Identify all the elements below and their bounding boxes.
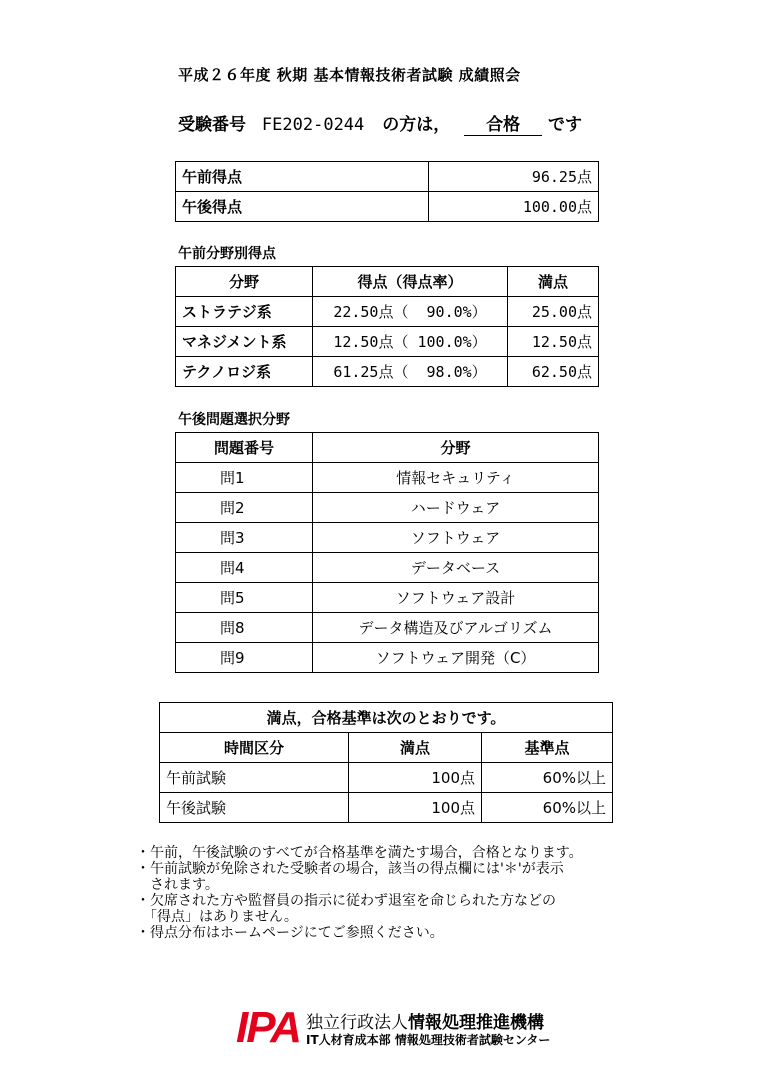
question-number: 問5 xyxy=(176,583,313,613)
question-number: 問3 xyxy=(176,523,313,553)
column-header: 時間区分 xyxy=(160,733,349,763)
org-name xyxy=(306,1008,544,1033)
question-field: ソフトウェア開発（C） xyxy=(313,643,599,673)
note-line: 「得点」はありません。 xyxy=(136,909,298,925)
section-heading: 午後問題選択分野 xyxy=(178,412,290,428)
criteria-table xyxy=(159,702,613,823)
question-number: 問4 xyxy=(176,553,313,583)
table-caption-row xyxy=(160,703,613,733)
exam-suffix: です xyxy=(548,115,583,135)
field-name: テクノロジ系 xyxy=(176,357,313,387)
criteria-full: 100点 xyxy=(349,793,482,823)
field-full: 62.50点 xyxy=(508,357,599,387)
page-title: 平成２６年度 秋期 基本情報技術者試験 成績照会 xyxy=(178,66,521,84)
ipa-logo: IPA xyxy=(236,1003,301,1052)
criteria-caption: 満点，合格基準は次のとおりです。 xyxy=(160,703,613,733)
table-row xyxy=(176,493,599,523)
criteria-period: 午後試験 xyxy=(160,793,349,823)
note-line: ・午前試験が免除された受験者の場合，該当の得点欄には'＊'が表示 xyxy=(136,861,564,877)
field-name: マネジメント系 xyxy=(176,327,313,357)
score-label: 午後得点 xyxy=(176,192,429,222)
note-line: ・欠席された方や監督員の指示に従わず退室を命じられた方などの xyxy=(136,893,556,909)
table-row xyxy=(176,357,599,387)
org-name-prefix: 独立行政法人 xyxy=(306,1013,408,1033)
table-row xyxy=(160,793,613,823)
notes xyxy=(136,845,583,941)
column-header: 分野 xyxy=(313,433,599,463)
exam-number-label: 受験番号 xyxy=(178,115,246,135)
exam-result: 合格 xyxy=(464,115,542,136)
question-field: ソフトウェア xyxy=(313,523,599,553)
table-row xyxy=(176,613,599,643)
table-header-row xyxy=(176,433,599,463)
note-line: ・得点分布はホームページにてご参照ください。 xyxy=(136,925,444,941)
morning-fields-table xyxy=(175,266,599,387)
column-header: 満点 xyxy=(349,733,482,763)
question-number: 問8 xyxy=(176,613,313,643)
criteria-pass: 60%以上 xyxy=(482,793,613,823)
table-row xyxy=(176,327,599,357)
score-label: 午前得点 xyxy=(176,162,429,192)
score-value: 100.00点 xyxy=(429,192,599,222)
exam-number: FE202-0244 xyxy=(261,115,365,135)
criteria-pass: 60%以上 xyxy=(482,763,613,793)
field-full: 12.50点 xyxy=(508,327,599,357)
table-row xyxy=(176,297,599,327)
note-line: ・午前，午後試験のすべてが合格基準を満たす場合，合格となります。 xyxy=(136,845,583,861)
org-dept: IT人材育成本部 情報処理技術者試験センター xyxy=(306,1033,551,1047)
column-header: 満点 xyxy=(508,267,599,297)
table-row xyxy=(176,553,599,583)
question-field: データベース xyxy=(313,553,599,583)
table-row xyxy=(176,643,599,673)
column-header: 基準点 xyxy=(482,733,613,763)
field-score: 12.50点（ 100.0%） xyxy=(313,327,508,357)
table-row xyxy=(160,763,613,793)
table-row xyxy=(176,192,599,222)
field-score: 22.50点（ 90.0%） xyxy=(313,297,508,327)
column-header: 問題番号 xyxy=(176,433,313,463)
table-row xyxy=(176,463,599,493)
afternoon-selection-table xyxy=(175,432,599,673)
column-header: 得点（得点率） xyxy=(313,267,508,297)
score-table xyxy=(175,161,599,222)
question-field: ソフトウェア設計 xyxy=(313,583,599,613)
criteria-full: 100点 xyxy=(349,763,482,793)
table-row xyxy=(176,162,599,192)
field-name: ストラテジ系 xyxy=(176,297,313,327)
field-score: 61.25点（ 98.0%） xyxy=(313,357,508,387)
score-value: 96.25点 xyxy=(429,162,599,192)
question-number: 問2 xyxy=(176,493,313,523)
field-full: 25.00点 xyxy=(508,297,599,327)
table-row xyxy=(176,583,599,613)
note-line: されます。 xyxy=(136,877,219,893)
question-field: ハードウェア xyxy=(313,493,599,523)
question-number: 問1 xyxy=(176,463,313,493)
section-heading: 午前分野別得点 xyxy=(178,246,276,262)
question-number: 問9 xyxy=(176,643,313,673)
question-field: 情報セキュリティ xyxy=(313,463,599,493)
table-header-row xyxy=(176,267,599,297)
exam-middle-text: の方は， xyxy=(382,115,451,135)
exam-result-line xyxy=(178,110,582,136)
criteria-period: 午前試験 xyxy=(160,763,349,793)
table-row xyxy=(176,523,599,553)
question-field: データ構造及びアルゴリズム xyxy=(313,613,599,643)
column-header: 分野 xyxy=(176,267,313,297)
table-header-row xyxy=(160,733,613,763)
org-name-main: 情報処理推進機構 xyxy=(408,1013,544,1033)
